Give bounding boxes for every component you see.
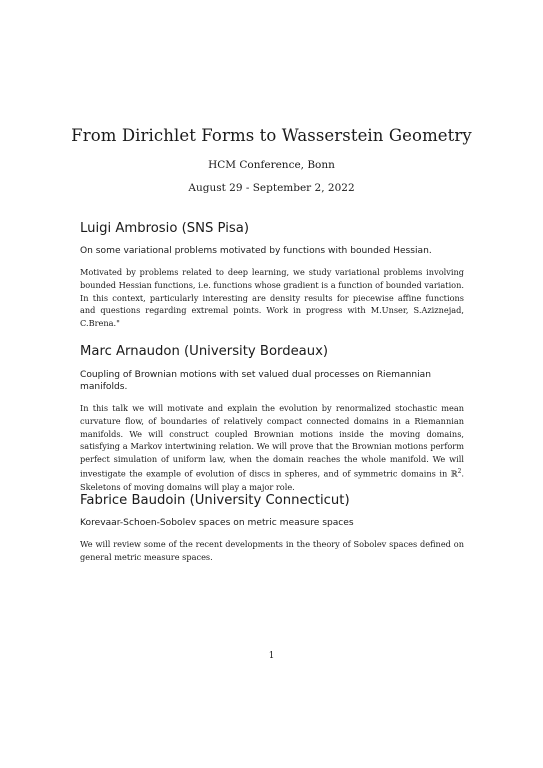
conference-name: HCM Conference, Bonn (208, 159, 335, 171)
talk-abstract: Motivated by problems related to deep learning, we study variational problems involving bounded Hessian functions, i.e. functions whose gradient is a function of bounded variation. In this context, particularly interesting are density results for piecewise affine functions and questions regarding extremal points. Work in progress with M.Unser, S.Aziznejad, C.Brena." (80, 267, 464, 329)
talk-section (80, 343, 464, 493)
page-number: 1 (268, 651, 275, 661)
speaker-heading: Marc Arnaudon (University Bordeaux) (80, 344, 329, 359)
conference-dates: August 29 - September 2, 2022 (188, 182, 355, 194)
talk-section (80, 220, 464, 330)
talk-title: On some variational problems motivated by functions with bounded Hessian. (80, 246, 432, 256)
talk-section (80, 492, 464, 564)
speaker-heading: Luigi Ambrosio (SNS Pisa) (80, 221, 249, 236)
reals-symbol: ℝ (450, 468, 458, 479)
talk-title: Coupling of Brownian motions with set valued dual processes on Riemannian manifolds. (80, 370, 431, 392)
speaker-heading: Fabrice Baudoin (University Connecticut) (80, 493, 350, 508)
abstract-text-end: . Skeletons of moving domains will play a major role. (80, 468, 464, 492)
abstract-text: In this talk we will motivate and explain the evolution by renormalized stochastic mean curvature flow, of boundaries of relatively compact connected domains in a Riemannian manifolds. We will construct coupled Brownian motions inside the moving domains, satisfying a Markov intertwining relation. We will prove that the Brownian motions perform perfect simulation of uniform law, when the domain reaches the whole manifold. We will investigate the example of evolution of discs in spheres, and of symmetric domains in (80, 403, 464, 479)
talk-title: Korevaar-Schoen-Sobolev spaces on metric measure spaces (80, 518, 354, 528)
exponent: 2 (457, 467, 462, 475)
talk-abstract (80, 402, 464, 493)
document-title: From Dirichlet Forms to Wasserstein Geometry (71, 126, 472, 145)
talk-abstract: We will review some of the recent developments in the theory of Sobolev spaces defined on general metric measure spaces. (80, 539, 464, 562)
